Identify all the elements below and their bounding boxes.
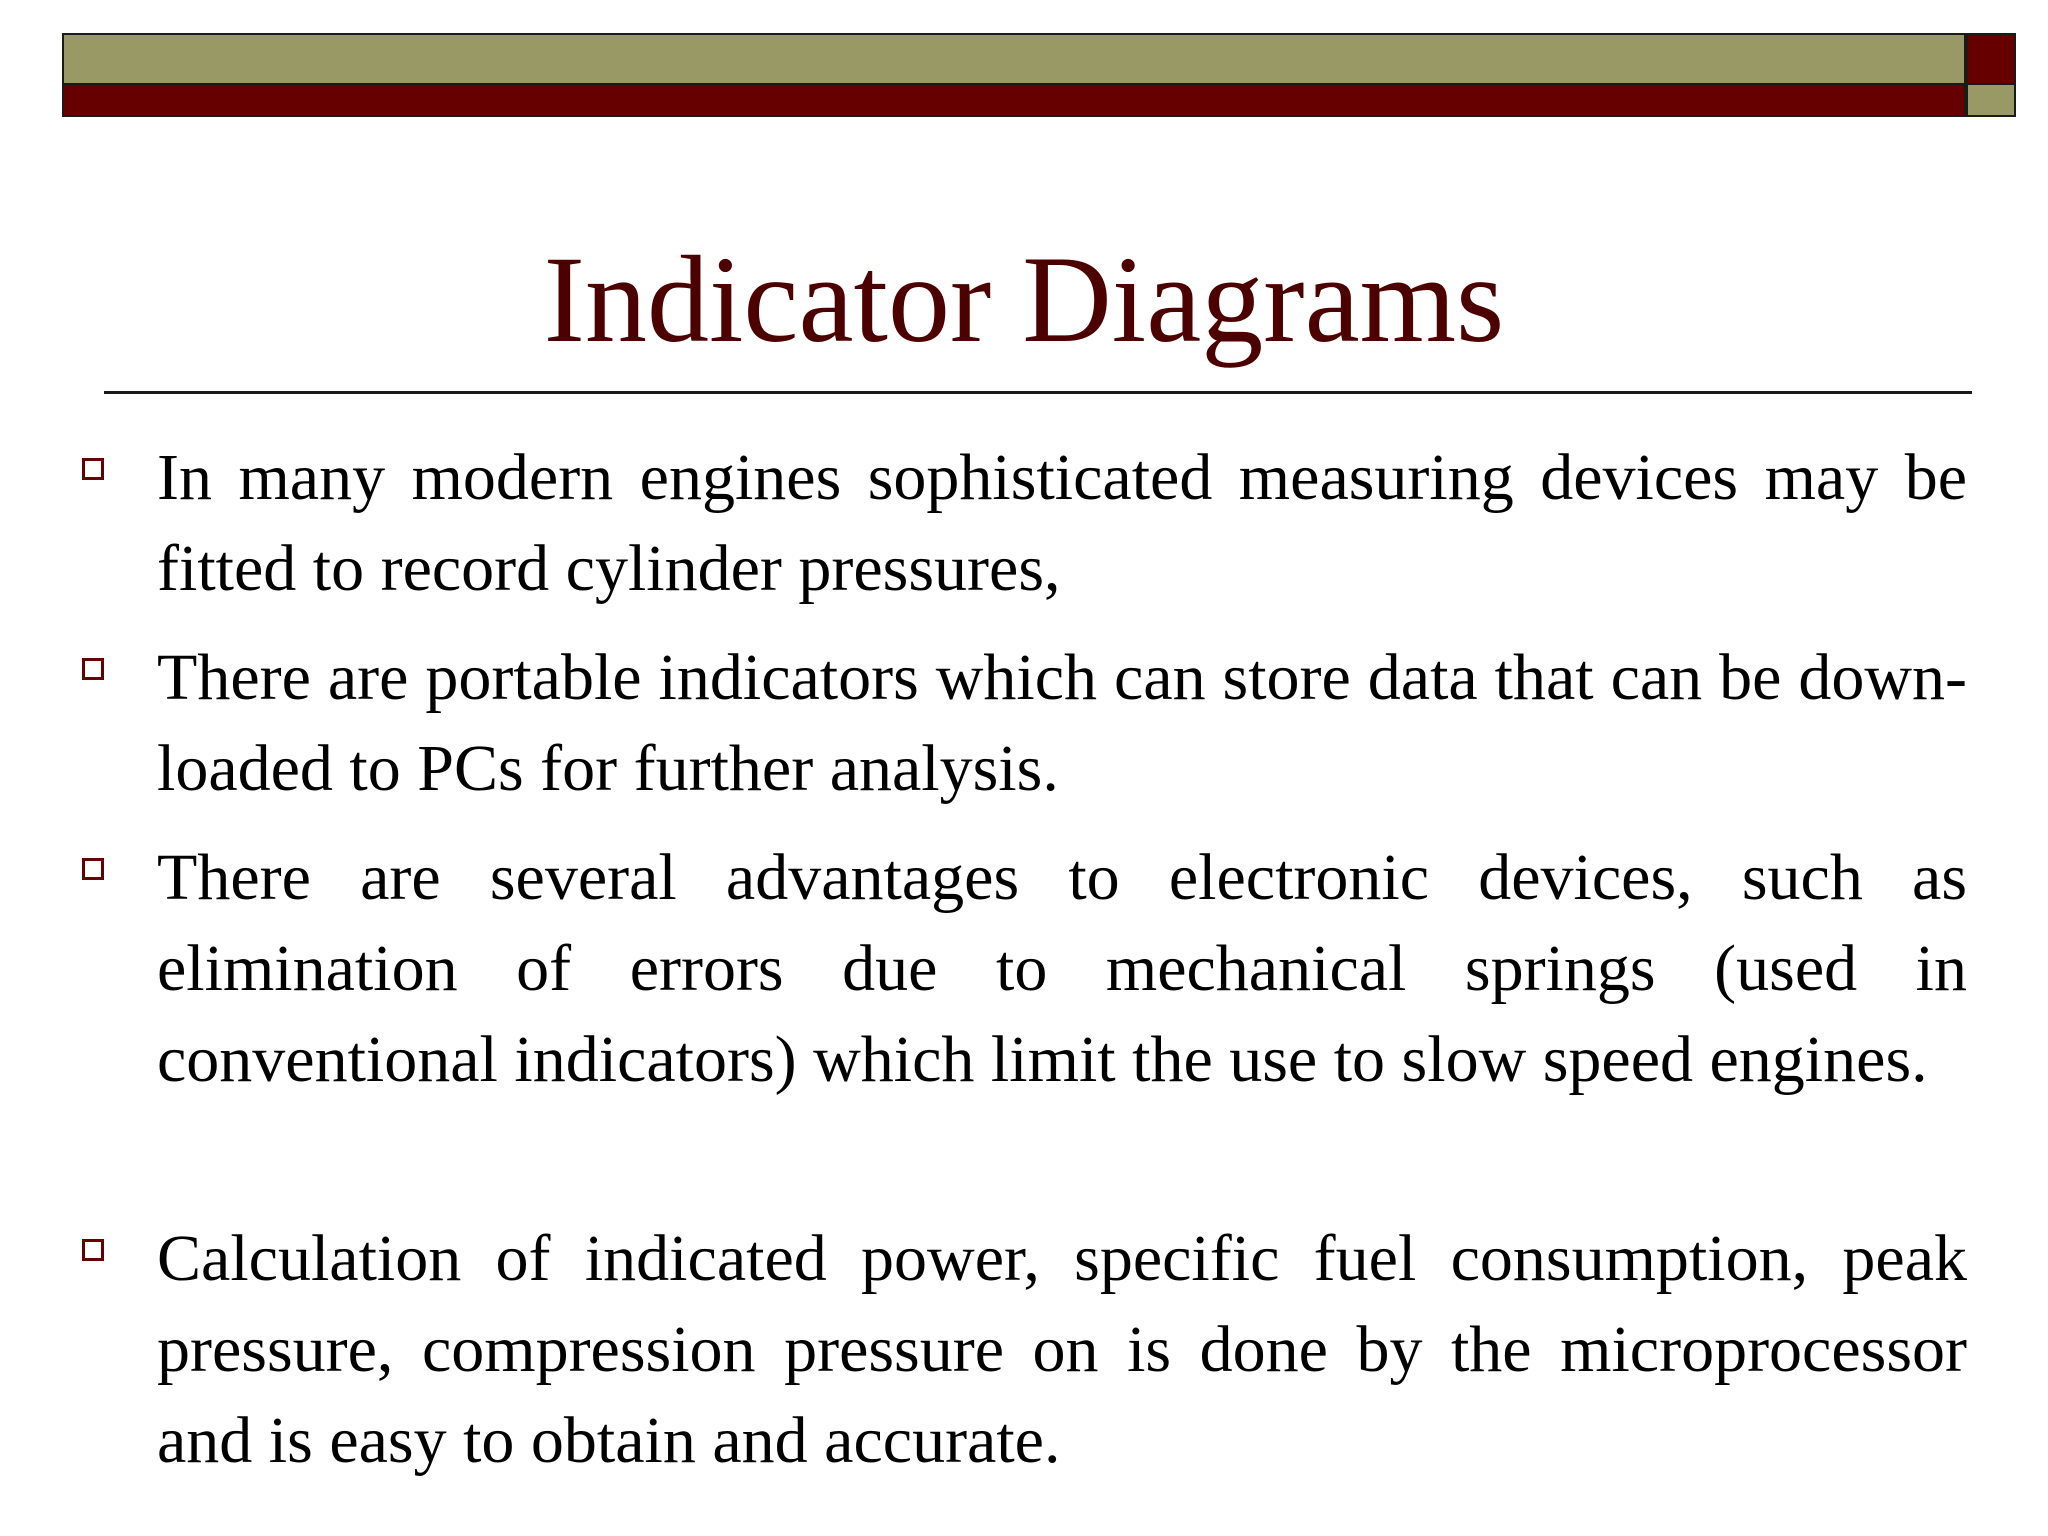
- bullet-text: There are portable indicators which can store data that can be down-loaded to PCs for further analysis.: [157, 641, 1967, 805]
- bullet-text: Calculation of indicated power, specific fuel consumption, peak pressure, compression pressure on is done by the microprocessor and is easy to obtain and accurate.: [157, 1222, 1967, 1477]
- bullet-text: In many modern engines sophisticated measuring devices may be fitted to record cylinder pressures,: [157, 441, 1967, 605]
- hollow-square-icon: [82, 658, 104, 680]
- bullet-text: There are several advantages to electronic devices, such as elimination of errors due to mechanical springs (used in conventional indicators) which limit the use to slow speed engines.: [157, 841, 1967, 1096]
- hollow-square-icon: [82, 458, 104, 480]
- hollow-square-icon: [82, 858, 104, 880]
- hollow-square-icon: [82, 1239, 104, 1261]
- slide-title: Indicator Diagrams: [543, 231, 1505, 368]
